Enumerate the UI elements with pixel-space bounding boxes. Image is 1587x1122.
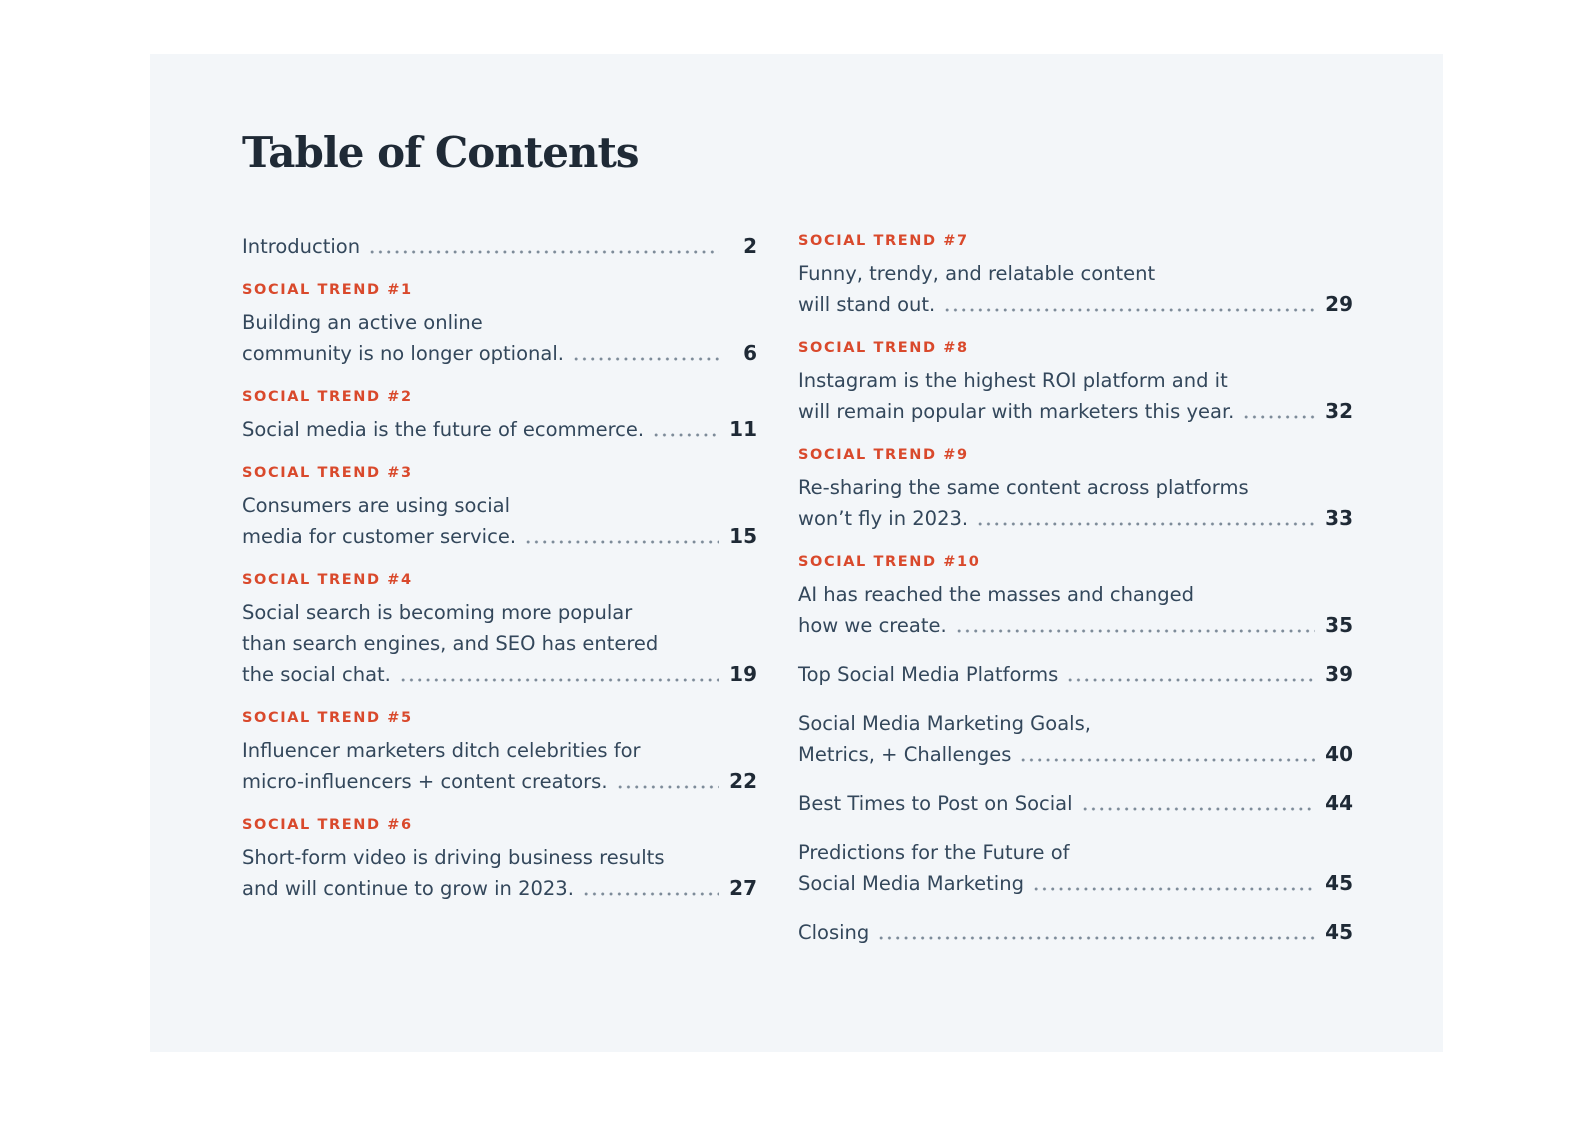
entry-title-text: will remain popular with marketers this year. xyxy=(798,400,1235,423)
trend-kicker: SOCIAL TREND #4 xyxy=(242,572,413,588)
dot-leader xyxy=(1066,678,1315,682)
entry-title-line: Building an active online xyxy=(242,311,483,334)
page-number[interactable]: 15 xyxy=(729,524,757,548)
entry-title-last-line xyxy=(798,396,1353,427)
page-number[interactable]: 45 xyxy=(1325,871,1353,895)
entry-title-last-line xyxy=(798,289,1353,320)
entry-title-text: and will continue to grow in 2023. xyxy=(242,877,574,900)
entry-title-last-line xyxy=(242,873,757,904)
page-number[interactable]: 45 xyxy=(1325,920,1353,944)
entry-title-line: Social search is becoming more popular xyxy=(242,601,633,624)
dot-leader xyxy=(1081,807,1315,811)
entry-title-last-line xyxy=(798,739,1353,770)
toc-right-column xyxy=(798,231,1353,948)
toc-left-column xyxy=(242,231,757,904)
toc-entry[interactable] xyxy=(242,387,757,445)
entry-title-line: Re-sharing the same content across platforms xyxy=(798,476,1249,499)
entry-title-last-line xyxy=(242,338,757,369)
entry-title-text: micro-influencers + content creators. xyxy=(242,770,608,793)
page-number[interactable]: 32 xyxy=(1325,399,1353,423)
dot-leader xyxy=(652,433,719,437)
toc-entry[interactable] xyxy=(798,552,1353,641)
entry-title-text: won’t fly in 2023. xyxy=(798,507,969,530)
page-number[interactable]: 39 xyxy=(1325,662,1353,686)
entry-title-line: Social Media Marketing Goals, xyxy=(798,712,1091,735)
toc-entry[interactable] xyxy=(242,570,757,690)
dot-leader xyxy=(877,936,1315,940)
entry-title-text: Social media is the future of ecommerce. xyxy=(242,418,645,441)
entry-title-line: Instagram is the highest ROI platform and it xyxy=(798,369,1228,392)
entry-title-text: Best Times to Post on Social xyxy=(798,792,1073,815)
entry-title-last-line xyxy=(798,917,1353,948)
toc-entry[interactable] xyxy=(242,708,757,797)
toc-entry[interactable] xyxy=(798,231,1353,320)
entry-title-last-line xyxy=(798,868,1353,899)
toc-entry[interactable] xyxy=(242,231,757,262)
trend-kicker: SOCIAL TREND #10 xyxy=(798,554,981,570)
page-number[interactable]: 29 xyxy=(1325,292,1353,316)
trend-kicker: SOCIAL TREND #5 xyxy=(242,710,413,726)
entry-title-line: Funny, trendy, and relatable content xyxy=(798,262,1156,285)
page-number[interactable]: 22 xyxy=(729,769,757,793)
toc-entry[interactable] xyxy=(798,445,1353,534)
page-number[interactable]: 40 xyxy=(1325,742,1353,766)
dot-leader xyxy=(616,785,719,789)
dot-leader xyxy=(1019,758,1315,762)
trend-kicker: SOCIAL TREND #1 xyxy=(242,282,413,298)
entry-title-last-line xyxy=(242,231,757,262)
entry-title-text: how we create. xyxy=(798,614,947,637)
dot-leader xyxy=(368,250,719,254)
entry-title-text: community is no longer optional. xyxy=(242,342,564,365)
toc-page xyxy=(150,54,1443,1052)
entry-title-last-line xyxy=(798,503,1353,534)
entry-title-last-line xyxy=(242,414,757,445)
entry-title-line: AI has reached the masses and changed xyxy=(798,583,1194,606)
entry-title-last-line xyxy=(798,610,1353,641)
dot-leader xyxy=(943,308,1315,312)
page-number[interactable]: 33 xyxy=(1325,506,1353,530)
page-title: Table of Contents xyxy=(242,128,639,177)
entry-title-line: than search engines, and SEO has entered xyxy=(242,632,659,655)
dot-leader xyxy=(582,892,719,896)
trend-kicker: SOCIAL TREND #3 xyxy=(242,465,413,481)
page-number[interactable]: 19 xyxy=(729,662,757,686)
page-number[interactable]: 6 xyxy=(743,341,757,365)
toc-entry[interactable] xyxy=(798,338,1353,427)
entry-title-text: will stand out. xyxy=(798,293,936,316)
entry-title-last-line xyxy=(798,659,1353,690)
dot-leader xyxy=(399,678,719,682)
toc-entry[interactable] xyxy=(798,708,1353,770)
entry-title-text: media for customer service. xyxy=(242,525,517,548)
trend-kicker: SOCIAL TREND #6 xyxy=(242,817,413,833)
toc-entry[interactable] xyxy=(798,917,1353,948)
entry-title-line: Consumers are using social xyxy=(242,494,510,517)
page-number[interactable]: 35 xyxy=(1325,613,1353,637)
entry-title-last-line xyxy=(242,521,757,552)
trend-kicker: SOCIAL TREND #8 xyxy=(798,340,969,356)
page-number[interactable]: 27 xyxy=(729,876,757,900)
trend-kicker: SOCIAL TREND #7 xyxy=(798,233,969,249)
entry-title-text: Closing xyxy=(798,921,870,944)
entry-title-line: Influencer marketers ditch celebrities for xyxy=(242,739,641,762)
entry-title-last-line xyxy=(242,766,757,797)
entry-title-text: Metrics, + Challenges xyxy=(798,743,1012,766)
trend-kicker: SOCIAL TREND #2 xyxy=(242,389,413,405)
dot-leader xyxy=(955,629,1315,633)
dot-leader xyxy=(572,357,719,361)
page-number[interactable]: 2 xyxy=(743,234,757,258)
toc-entry[interactable] xyxy=(798,659,1353,690)
entry-title-last-line xyxy=(242,659,757,690)
toc-entry[interactable] xyxy=(242,280,757,369)
page-number[interactable]: 11 xyxy=(729,417,757,441)
toc-entry[interactable] xyxy=(798,837,1353,899)
toc-entry[interactable] xyxy=(798,788,1353,819)
dot-leader xyxy=(524,540,719,544)
toc-entry[interactable] xyxy=(242,815,757,904)
entry-title-last-line xyxy=(798,788,1353,819)
toc-entry[interactable] xyxy=(242,463,757,552)
entry-title-text: Top Social Media Platforms xyxy=(798,663,1059,686)
entry-title-text: Introduction xyxy=(242,235,361,258)
dot-leader xyxy=(976,522,1315,526)
page-number[interactable]: 44 xyxy=(1325,791,1353,815)
dot-leader xyxy=(1242,415,1315,419)
trend-kicker: SOCIAL TREND #9 xyxy=(798,447,969,463)
entry-title-line: Short-form video is driving business results xyxy=(242,846,665,869)
entry-title-line: Predictions for the Future of xyxy=(798,841,1070,864)
dot-leader xyxy=(1032,887,1315,891)
entry-title-text: the social chat. xyxy=(242,663,391,686)
entry-title-text: Social Media Marketing xyxy=(798,872,1024,895)
